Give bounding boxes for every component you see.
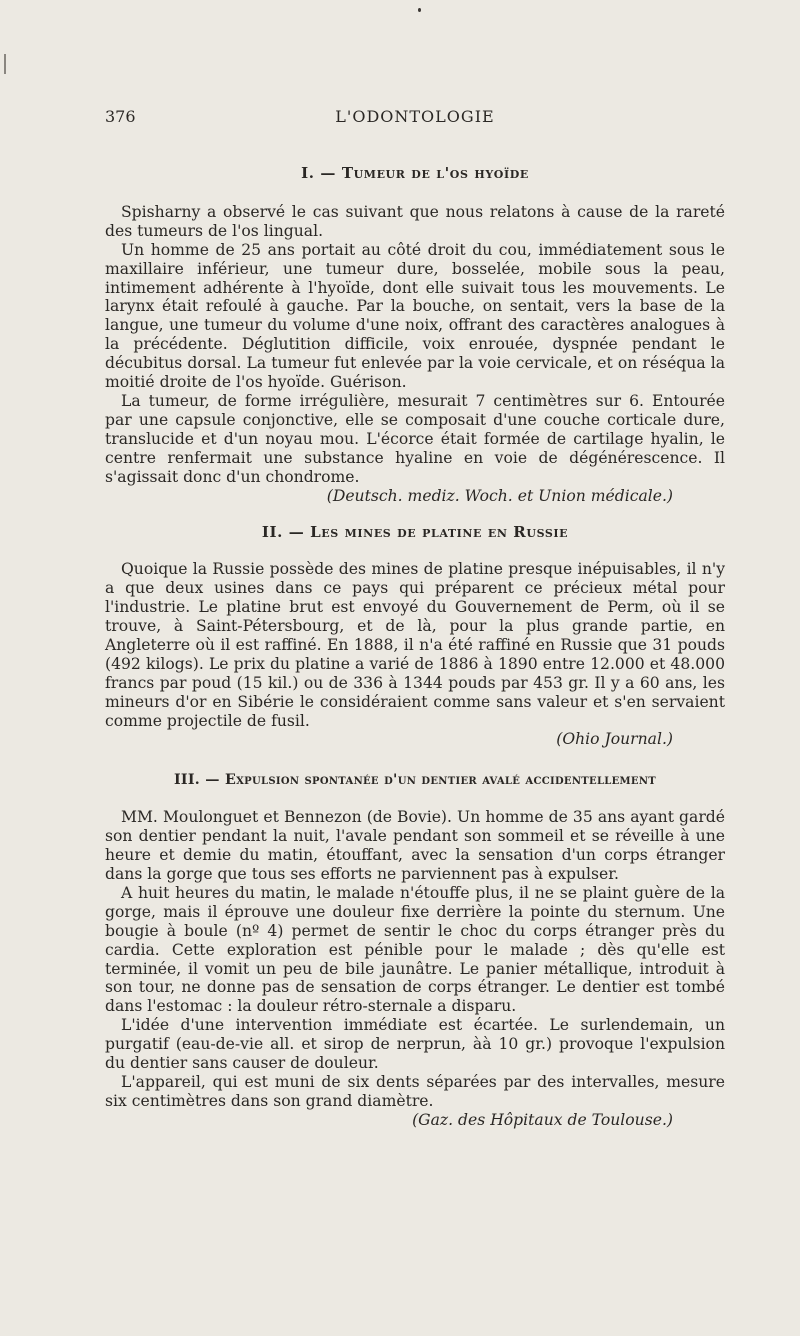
speck-mark bbox=[418, 8, 421, 12]
section-platinum-mines bbox=[105, 523, 725, 749]
running-head bbox=[105, 108, 725, 134]
paragraph: L'appareil, qui est muni de six dents séparées par des intervalles, mesure six centimètres dans son grand diamètre. bbox=[105, 1072, 725, 1110]
paragraph: L'idée d'une intervention immédiate est écartée. Le surlendemain, un purgatif (eau-de-vie all. et sirop de nerprun, àà 10 gr.) provoque l'expulsion du dentier sans causer de douleur. bbox=[105, 1016, 725, 1073]
source-citation: (Ohio Journal.) bbox=[556, 730, 673, 749]
paragraph: A huit heures du matin, le malade n'étouffe plus, il ne se plaint guère de la gorge, mais il éprouve une douleur fixe derrière la pointe du sternum. Une bougie à boule (nº 4) permet de sentir le choc du corps étranger près du cardia. Cette exploration est pénible pour le malade ; dès qu'elle est terminée, il vomit un peu de bile jaunâtre. Le panier métallique, introduit à son tour, ne donne pas de sensation de corps étranger. Le dentier est tombé dans l'estomac : la douleur rétro-sternale a disparu. bbox=[105, 883, 725, 1016]
page-body bbox=[105, 108, 725, 1130]
paragraph: MM. Moulonguet et Bennezon (de Bovie). Un homme de 35 ans ayant gardé son dentier pendant la nuit, l'avale pendant son sommeil et se réveille à une heure et demie du matin, étouffant, avec la sensation d'un corps étranger dans la gorge que tous ses efforts ne parviennent pas à expulser. bbox=[105, 808, 725, 883]
section-title: II. — Les mines de platine en Russie bbox=[261, 523, 569, 542]
journal-title: L'ODONTOLOGIE bbox=[335, 107, 495, 126]
paragraph: Un homme de 25 ans portait au côté droit du cou, immédiatement sous le maxillaire inférieur, une tumeur dure, bosselée, mobile sous la peau, intimement adhérente à l'hyoïde, dont elle suivait tous les mouvements. Le larynx était refoulé à gauche. Par la bouche, on sentait, vers la base de la langue, une tumeur du volume d'une noix, offrant des caractères analogues à la précédente. Déglutition difficile, voix enrouée, dyspnée pendant le décubitus dorsal. La tumeur fut enlevée par la voie cervicale, et on réséqua la moitié droite de l'os hyoïde. Guérison. bbox=[105, 240, 725, 392]
page-number: 376 bbox=[105, 107, 136, 126]
section-title: III. — Expulsion spontanée d'un dentier avalé accidentellement bbox=[173, 772, 657, 789]
source-citation: (Deutsch. mediz. Woch. et Union médicale.) bbox=[326, 486, 673, 505]
margin-mark bbox=[4, 54, 6, 74]
section-hyoid-tumor bbox=[105, 164, 725, 505]
section-denture-expulsion bbox=[105, 771, 725, 1129]
section-title: I. — Tumeur de l'os hyoïde bbox=[301, 164, 529, 182]
paragraph: Spisharny a observé le cas suivant que nous relatons à cause de la rareté des tumeurs de l'os lingual. bbox=[105, 202, 725, 240]
paragraph: La tumeur, de forme irrégulière, mesurait 7 centimètres sur 6. Entourée par une capsule conjonctive, elle se composait d'une couche corticale dure, translucide et d'un noyau mou. L'écorce était formée de cartilage hyalin, le centre renfermait une substance hyaline en voie de dégénérescence. Il s'agissait donc d'un chondrome. bbox=[105, 391, 725, 486]
source-citation: (Gaz. des Hôpitaux de Toulouse.) bbox=[412, 1110, 673, 1129]
paragraph: Quoique la Russie possède des mines de platine presque inépuisables, il n'y a que deux usines dans ce pays qui préparent ce précieux métal pour l'industrie. Le platine brut est envoyé du Gouvernement de Perm, où il se trouve, à Saint-Pétersbourg, et de là, pour la plus grande partie, en Angleterre où il est raffiné. En 1888, il n'a été raffiné en Russie que 31 pouds (492 kilogs). Le prix du platine a varié de 1886 à 1890 entre 12.000 et 48.000 francs par poud (15 kil.) ou de 336 à 1344 pouds par 453 gr. Il y a 60 ans, les mineurs d'or en Sibérie le considéraient comme sans valeur et s'en servaient comme projectile de fusil. bbox=[105, 560, 725, 730]
